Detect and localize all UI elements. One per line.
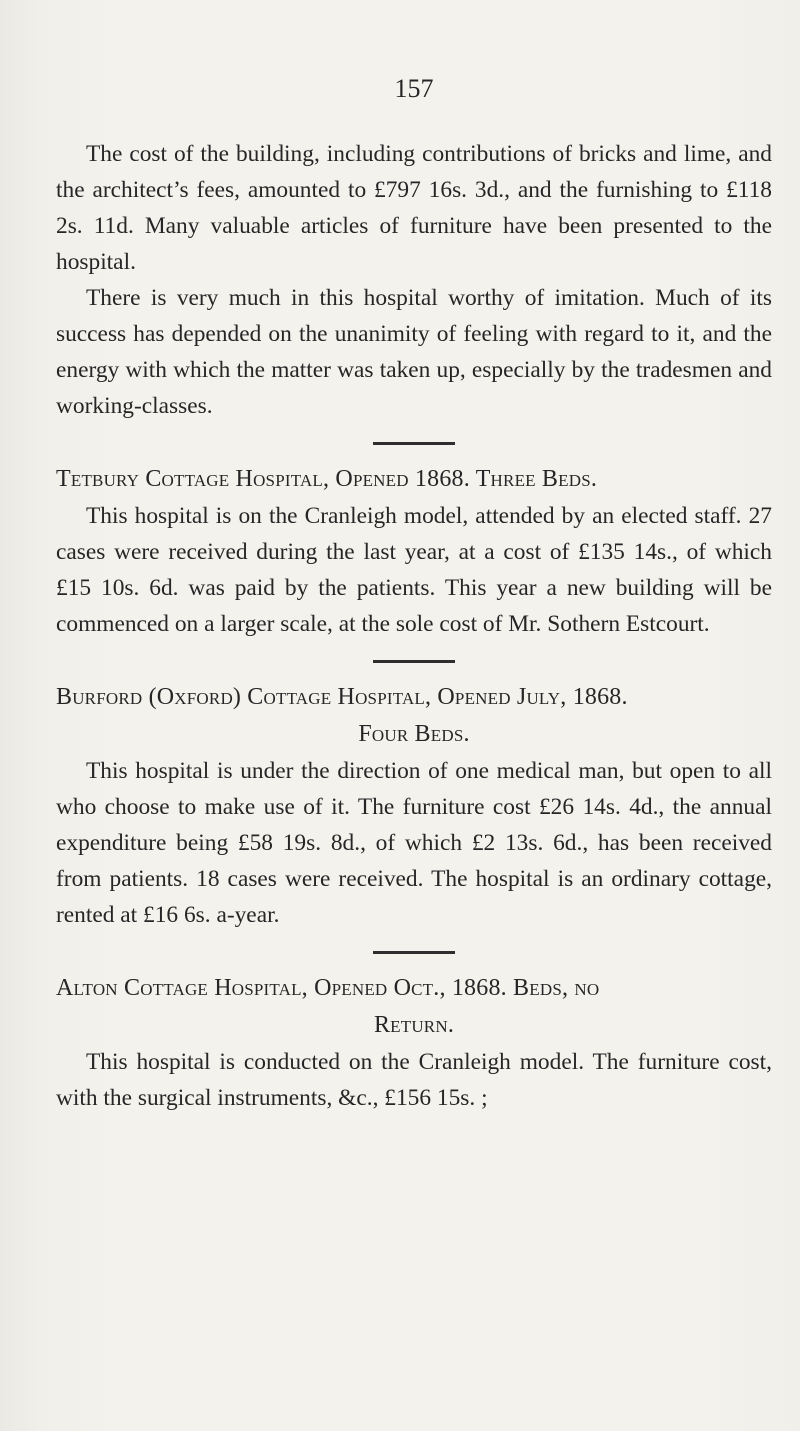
section-tetbury — [56, 461, 772, 642]
section-heading-text: Burford (Oxford) Cottage Hospital, Opened July, 1868. — [56, 684, 628, 710]
intro-paragraph-2: There is very much in this hospital worthy of imitation. Much of its success has depended on the unanimity of feeling with regard to it, and the energy with which the matter was taken up, especially by the tradesmen and working-classes. — [56, 285, 772, 419]
section-heading — [56, 970, 772, 1044]
page-number: 157 — [394, 74, 434, 103]
body-text — [56, 136, 772, 1116]
section-heading — [56, 679, 772, 753]
section-body: This hospital is under the direction of one medical man, but open to all who choose to make use of it. The furniture cost £26 14s. 4d., the annual expenditure being £58 19s. 8d., of which £2 13s. 6d., has been received from patients. 18 cases were received. The hospital is an ordinary cottage, rented at £16 6s. a-year. — [56, 758, 772, 928]
section-divider — [373, 951, 455, 954]
section-heading-continuation: Return. — [373, 1012, 455, 1038]
section-heading-text: Tetbury Cottage Hospital, Opened 1868. Three Beds. — [56, 466, 598, 492]
section-body: This hospital is on the Cranleigh model, attended by an elected staff. 27 cases were received during the last year, at a cost of £135 14s., of which £15 10s. 6d. was paid by the patients. This year a new building will be commenced on a larger scale, at the sole cost of Mr. Sothern Estcourt. — [56, 503, 772, 637]
section-divider — [373, 660, 455, 663]
section-burford — [56, 679, 772, 933]
section-heading — [56, 461, 772, 498]
section-heading-text: Alton Cottage Hospital, Opened Oct., 1868. Beds, no — [56, 975, 600, 1001]
section-heading-continuation: Four Beds. — [358, 721, 470, 747]
section-alton — [56, 970, 772, 1116]
section-body: This hospital is conducted on the Cranleigh model. The furniture cost, with the surgical instruments, &c., £156 15s. ; — [56, 1049, 772, 1111]
intro-paragraph-1: The cost of the building, including contributions of bricks and lime, and the architect’s fees, amounted to £797 16s. 3d., and the furnishing to £118 2s. 11d. Many valuable articles of furniture have been presented to the hospital. — [56, 141, 772, 275]
section-divider — [373, 442, 455, 445]
